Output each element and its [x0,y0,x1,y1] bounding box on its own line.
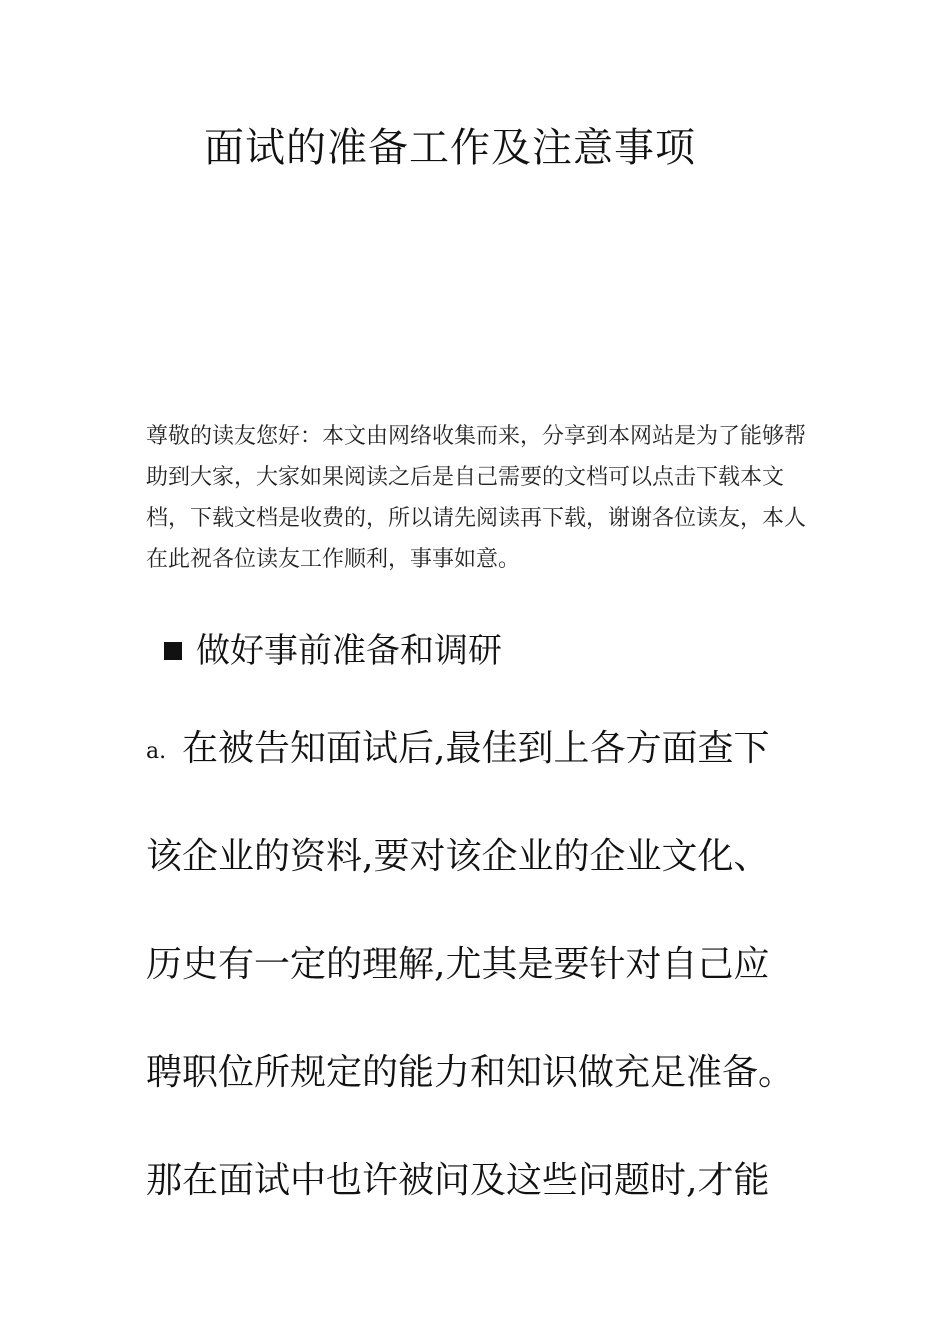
section-heading [164,626,502,676]
body-line-2: 该企业的资料,要对该企业的企业文化、 [146,836,770,877]
body-line-1 [146,724,769,777]
item-marker: a. [146,739,167,764]
body-line-5: 那在面试中也许被问及这些问题时,才能 [146,1160,770,1201]
document-title: 面试的准备工作及注意事项 [204,125,696,171]
body-line-3: 历史有一定的理解,尤其是要针对自己应 [146,944,770,985]
reader-notice: 尊敬的读友您好：本文由网络收集而来，分享到本网站是为了能够帮助到大家，大家如果阅读之后是自己需要的文档可以点击下载本文档，下载文档是收费的，所以请先阅读再下载，谢谢各位读友，本人在此祝各位读友工作顺利，事事如意。 [146,424,807,572]
body-line-4: 聘职位所规定的能力和知识做充足准备。 [146,1052,795,1093]
body-line-text: 在被告知面试后,最佳到上各方面查下 [182,728,770,769]
square-bullet-icon [164,642,182,660]
section-heading-text: 做好事前准备和调研 [196,631,502,671]
